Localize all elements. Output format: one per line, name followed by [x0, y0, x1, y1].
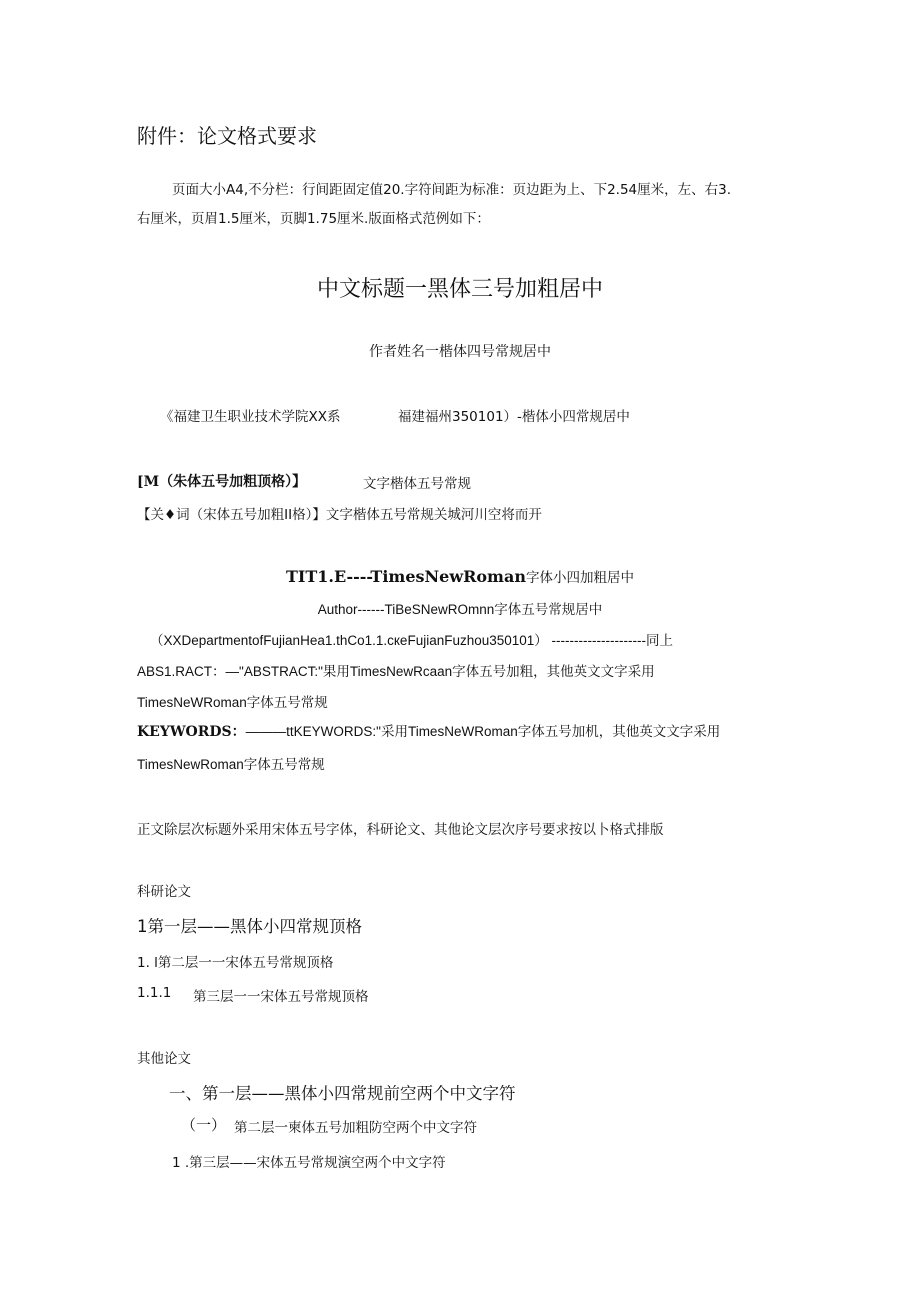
- sample-keywords: 【关♦词（宋体五号加粗II格）】文字楷体五号常规关城河川空将而开: [137, 507, 542, 523]
- sample-affiliation-b: 福建福州350101）-楷体小四常规居中: [398, 409, 630, 425]
- sample-keywords-en-line-1: [137, 720, 720, 741]
- sample-author: 作者姓名一楷体四号常规居中: [369, 344, 551, 360]
- sample-abstract-label: [M（朱体五号加粗顶格）】: [137, 474, 307, 490]
- sample-keywords-en-line-2: TimesNewRoman字体五号常规: [137, 757, 325, 772]
- research-level-2: 1. l第二层一一宋体五号常规顶格: [137, 955, 334, 971]
- sample-en-title: [0, 566, 920, 586]
- research-level-3-number: 1.1.1: [137, 985, 172, 1001]
- intro-line-1: 页面大小A4,不分栏：行间距固定值20.字符间距为标准：页边距为上、下2.54厘米，左、右3.: [172, 182, 732, 198]
- keywords-en-bold: KEYWORDS：: [137, 724, 246, 740]
- en-title-rest: 字体小四加粗居中: [525, 570, 634, 586]
- other-level-1: 一、第一层——黑体小四常规前空两个中文字符: [169, 1084, 516, 1103]
- sample-abstract-line-2: TimesNeWRoman字体五号常规: [137, 695, 328, 710]
- sample-abstract-text: 文字楷体五号常规: [363, 476, 471, 492]
- keywords-en-rest: ———ttKEYWORDS:"采用TimesNeWRoman字体五号加机，其他英文文字采用: [245, 724, 721, 739]
- other-level-2-number: （一）: [181, 1116, 227, 1134]
- other-level-3: 1 .第三层——宋体五号常规演空两个中文字符: [172, 1155, 446, 1171]
- research-label: 科研论文: [137, 884, 191, 900]
- page-heading: 附件：论文格式要求: [137, 124, 317, 148]
- other-label: 其他论文: [137, 1051, 191, 1067]
- en-title-bold: TIT1.E----TimesNewRoman: [286, 567, 526, 586]
- sample-abstract-line-1: ABS1.RACT：—"ABSTRACT:"果用TimesNewRcaan字体五号加粗，其他英文文字采用: [137, 664, 655, 679]
- sample-en-author: Author------TiBeSNewROmnn字体五号常规居中: [317, 602, 603, 617]
- sample-cn-title: 中文标题一黑体三号加粗居中: [316, 277, 603, 302]
- sample-affiliation-a: 《福建卫生职业技术学院XX系: [160, 409, 341, 425]
- body-note: 正文除层次标题外采用宋体五号字体，科研论文、其他论文层次序号要求按以卜格式排版: [137, 822, 664, 838]
- sample-en-affiliation: （XXDepartmentofFujianHea1.thCo1.1.cкеFujianFuzhou350101） ---------------------同上: [150, 633, 673, 648]
- other-level-2-text: 第二层一柬体五号加粗防空两个中文字符: [234, 1120, 477, 1136]
- intro-line-2: 右厘米，页眉1.5厘米，页脚1.75厘米.版面格式范例如下：: [137, 211, 490, 227]
- research-level-1: 1第一层——黑体小四常规顶格: [137, 917, 362, 936]
- research-level-3-text: 第三层一一宋体五号常规顶格: [193, 989, 369, 1005]
